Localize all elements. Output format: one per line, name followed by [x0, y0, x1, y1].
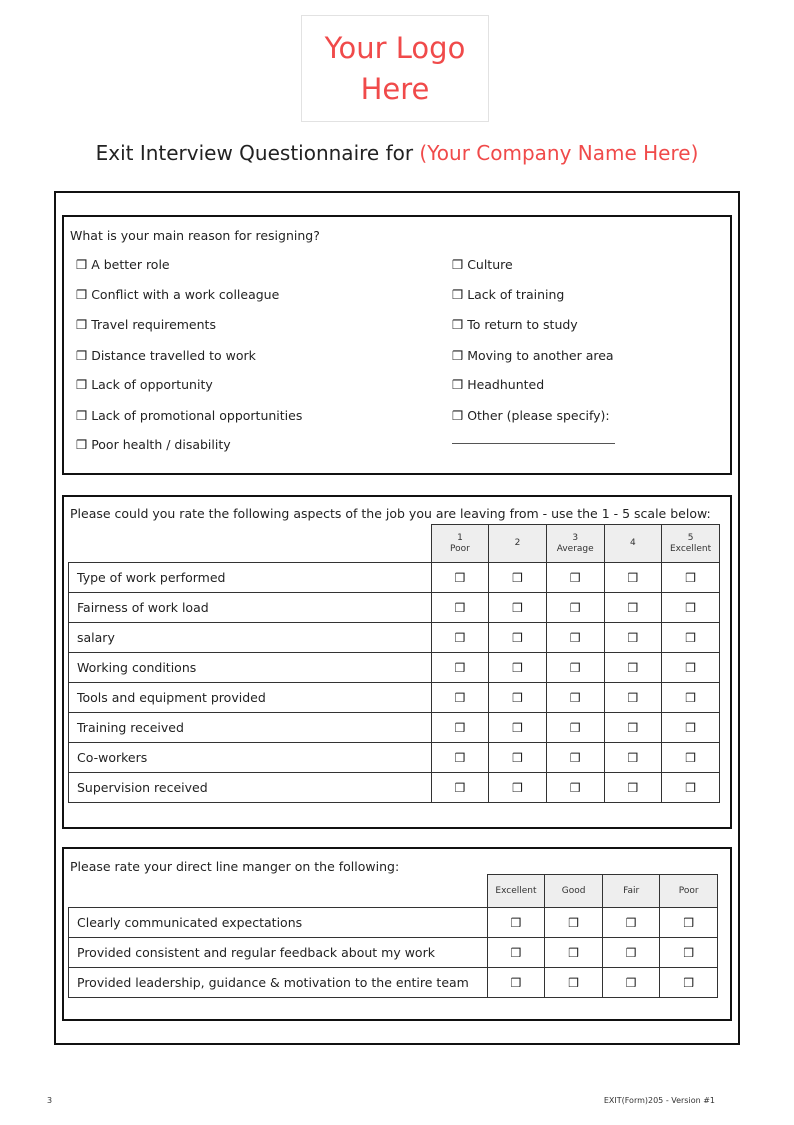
row-label: Provided consistent and regular feedback about my work — [69, 938, 488, 968]
reason-option[interactable] — [76, 408, 302, 423]
rating-checkbox[interactable]: ❒ — [489, 653, 547, 683]
option-label: To return to study — [467, 317, 578, 332]
rating-checkbox[interactable]: ❒ — [431, 623, 489, 653]
reason-option[interactable] — [452, 257, 513, 272]
row-label: Provided leadership, guidance & motivation to the entire team — [69, 968, 488, 998]
column-header: Good — [545, 875, 603, 908]
row-label: Tools and equipment provided — [69, 683, 432, 713]
reason-option[interactable] — [452, 348, 614, 363]
rating-checkbox[interactable]: ❒ — [487, 968, 545, 998]
rating-checkbox[interactable]: ❒ — [489, 593, 547, 623]
column-number: 3 — [572, 532, 579, 543]
rating-checkbox[interactable]: ❒ — [604, 743, 662, 773]
row-label: Training received — [69, 713, 432, 743]
question: Please rate your direct line manger on the following: — [70, 859, 400, 874]
rating-checkbox[interactable]: ❒ — [662, 623, 720, 653]
checkbox-icon[interactable]: ❒ — [452, 377, 468, 392]
checkbox-icon[interactable]: ❒ — [76, 317, 92, 332]
column-label: Average — [556, 543, 594, 554]
reason-option[interactable] — [76, 257, 170, 272]
table-row — [69, 593, 720, 623]
rating-checkbox[interactable]: ❒ — [489, 623, 547, 653]
column-header: Fair — [602, 875, 659, 908]
rating-checkbox[interactable]: ❒ — [662, 713, 720, 743]
reason-option[interactable] — [76, 377, 213, 392]
rating-checkbox[interactable]: ❒ — [431, 653, 489, 683]
option-label: Travel requirements — [91, 317, 216, 332]
logo-line: Your Logo — [324, 31, 466, 65]
table-row — [69, 563, 720, 593]
rating-checkbox[interactable]: ❒ — [431, 593, 489, 623]
rating-checkbox[interactable]: ❒ — [660, 908, 718, 938]
row-label: Fairness of work load — [69, 593, 432, 623]
rating-checkbox[interactable]: ❒ — [545, 908, 603, 938]
column-header — [431, 525, 489, 563]
option-label: Lack of training — [467, 287, 565, 302]
checkbox-icon[interactable]: ❒ — [76, 377, 92, 392]
rating-checkbox[interactable]: ❒ — [662, 653, 720, 683]
rating-checkbox[interactable]: ❒ — [489, 773, 547, 803]
manager-rating-table — [68, 874, 718, 998]
rating-checkbox[interactable]: ❒ — [660, 968, 718, 998]
other-specify-line[interactable] — [452, 443, 615, 444]
question: What is your main reason for resigning? — [70, 228, 320, 243]
checkbox-icon[interactable]: ❒ — [452, 317, 468, 332]
column-number: 2 — [514, 538, 521, 548]
rating-checkbox[interactable]: ❒ — [489, 743, 547, 773]
rating-checkbox[interactable]: ❒ — [546, 773, 604, 803]
option-label: Conflict with a work colleague — [91, 287, 280, 302]
rating-checkbox[interactable]: ❒ — [487, 908, 545, 938]
checkbox-icon[interactable]: ❒ — [76, 408, 92, 423]
checkbox-icon[interactable]: ❒ — [76, 257, 92, 272]
rating-checkbox[interactable]: ❒ — [604, 773, 662, 803]
option-label: Culture — [467, 257, 513, 272]
header-blank — [69, 875, 488, 908]
option-label: Other (please specify): — [467, 408, 610, 423]
column-number: 4 — [630, 538, 636, 548]
rating-checkbox[interactable]: ❒ — [546, 713, 604, 743]
rating-checkbox[interactable]: ❒ — [431, 563, 489, 593]
table-row — [69, 938, 718, 968]
column-number: 1 — [457, 532, 463, 543]
column-header — [489, 525, 547, 563]
option-label: Poor health / disability — [91, 437, 231, 452]
option-label: Lack of promotional opportunities — [91, 408, 303, 423]
checkbox-icon[interactable]: ❒ — [452, 408, 468, 423]
table-row — [69, 908, 718, 938]
rating-checkbox[interactable]: ❒ — [546, 683, 604, 713]
rating-checkbox[interactable]: ❒ — [487, 938, 545, 968]
rating-checkbox[interactable]: ❒ — [546, 563, 604, 593]
column-header — [662, 525, 720, 563]
rating-checkbox[interactable]: ❒ — [431, 683, 489, 713]
job-rating-section — [62, 495, 732, 829]
rating-checkbox[interactable]: ❒ — [604, 683, 662, 713]
rating-checkbox[interactable]: ❒ — [546, 623, 604, 653]
rating-checkbox[interactable]: ❒ — [546, 593, 604, 623]
page-number: 3 — [47, 1096, 53, 1105]
column-header — [604, 525, 662, 563]
row-label: Supervision received — [69, 773, 432, 803]
reason-option[interactable] — [76, 317, 216, 332]
rating-checkbox[interactable]: ❒ — [545, 968, 603, 998]
row-label: Clearly communicated expectations — [69, 908, 488, 938]
rating-checkbox[interactable]: ❒ — [489, 563, 547, 593]
rating-checkbox[interactable]: ❒ — [604, 653, 662, 683]
logo-placeholder — [301, 15, 489, 122]
rating-checkbox[interactable]: ❒ — [662, 563, 720, 593]
row-label: Co-workers — [69, 743, 432, 773]
reason-option[interactable] — [76, 287, 279, 302]
column-label: Poor — [450, 543, 470, 554]
rating-checkbox[interactable]: ❒ — [662, 593, 720, 623]
rating-checkbox[interactable]: ❒ — [431, 713, 489, 743]
rating-checkbox[interactable]: ❒ — [602, 938, 659, 968]
table-row — [69, 683, 720, 713]
manager-rating-section — [62, 847, 732, 1021]
checkbox-icon[interactable]: ❒ — [452, 348, 468, 363]
rating-checkbox[interactable]: ❒ — [660, 938, 718, 968]
title-text: Exit Interview Questionnaire for — [95, 141, 420, 165]
reason-option[interactable] — [452, 408, 610, 423]
table-row — [69, 743, 720, 773]
reason-option[interactable] — [452, 317, 578, 332]
rating-checkbox[interactable]: ❒ — [604, 623, 662, 653]
reason-option[interactable] — [76, 437, 231, 452]
rating-checkbox[interactable]: ❒ — [546, 743, 604, 773]
reason-option[interactable] — [452, 287, 564, 302]
rating-checkbox[interactable]: ❒ — [545, 938, 603, 968]
option-label: A better role — [91, 257, 170, 272]
column-header: Excellent — [487, 875, 545, 908]
rating-checkbox[interactable]: ❒ — [431, 773, 489, 803]
rating-checkbox[interactable]: ❒ — [602, 968, 659, 998]
table-row — [69, 968, 718, 998]
rating-checkbox[interactable]: ❒ — [662, 743, 720, 773]
row-label: salary — [69, 623, 432, 653]
rating-checkbox[interactable]: ❒ — [662, 773, 720, 803]
option-label: Headhunted — [467, 377, 545, 392]
table-row — [69, 623, 720, 653]
header-blank — [69, 525, 432, 563]
checkbox-icon[interactable]: ❒ — [76, 348, 92, 363]
row-label: Type of work performed — [69, 563, 432, 593]
rating-checkbox[interactable]: ❒ — [546, 653, 604, 683]
rating-checkbox[interactable]: ❒ — [602, 908, 659, 938]
rating-checkbox[interactable]: ❒ — [604, 593, 662, 623]
job-rating-table — [68, 524, 720, 803]
table-row — [69, 713, 720, 743]
checkbox-icon[interactable]: ❒ — [76, 437, 92, 452]
column-label: Excellent — [670, 543, 712, 554]
rating-checkbox[interactable]: ❒ — [489, 683, 547, 713]
page-title — [0, 141, 794, 165]
checkbox-icon[interactable]: ❒ — [76, 287, 92, 302]
table-row — [69, 773, 720, 803]
form-code: EXIT(Form)205 - Version #1 — [603, 1096, 715, 1105]
reason-option[interactable] — [452, 377, 544, 392]
column-header — [546, 525, 604, 563]
option-label: Lack of opportunity — [91, 377, 213, 392]
column-header: Poor — [660, 875, 718, 908]
option-label: Moving to another area — [467, 348, 614, 363]
resign-reason-section — [62, 215, 732, 475]
table-row — [69, 653, 720, 683]
column-number: 5 — [687, 532, 694, 543]
company-name: (Your Company Name Here) — [419, 141, 699, 165]
logo-line: Here — [360, 72, 430, 106]
option-label: Distance travelled to work — [91, 348, 256, 363]
row-label: Working conditions — [69, 653, 432, 683]
checkbox-icon[interactable]: ❒ — [452, 287, 468, 302]
checkbox-icon[interactable]: ❒ — [452, 257, 468, 272]
rating-checkbox[interactable]: ❒ — [431, 743, 489, 773]
question: Please could you rate the following aspects of the job you are leaving from - use the 1 - 5 scale below: — [70, 506, 711, 521]
rating-checkbox[interactable]: ❒ — [489, 713, 547, 743]
reason-option[interactable] — [76, 348, 256, 363]
rating-checkbox[interactable]: ❒ — [662, 683, 720, 713]
rating-checkbox[interactable]: ❒ — [604, 563, 662, 593]
rating-checkbox[interactable]: ❒ — [604, 713, 662, 743]
